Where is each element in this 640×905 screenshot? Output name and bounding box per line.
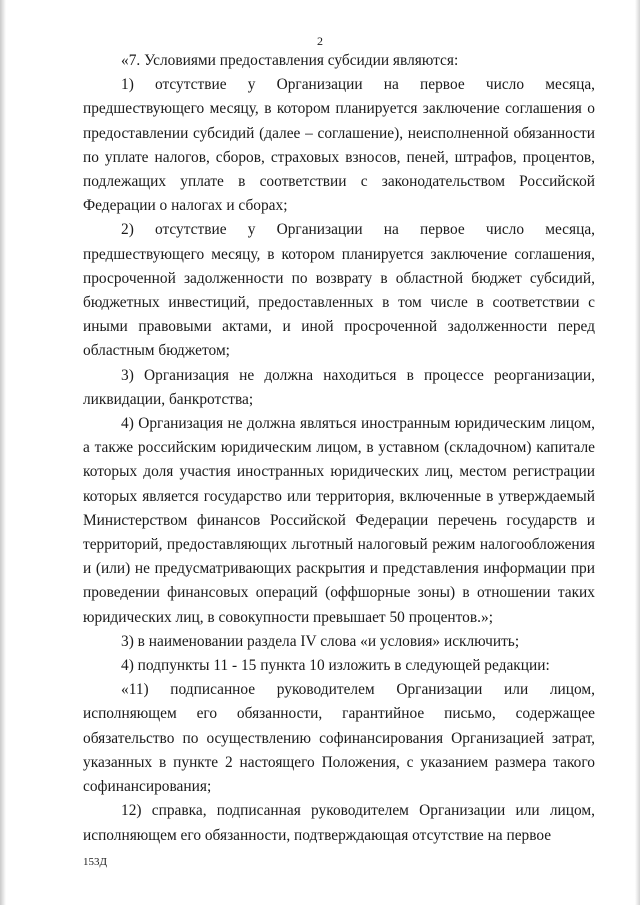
paragraph-subitem-2: 2) отсутствие у Организации на первое число месяца, предшествующего месяцу, в котором планируется заключение соглашения, просроченной задолженности по возврату в областной бюджет субсидий, бюджетных инвестиций, предоставленных в том числе в соответствии с иными правовыми актами, и иной просроченной задолженности перед областным бюджетом; [83,221,595,360]
page-number: 2 [317,34,323,48]
paragraph-subitem-11: «11) подписанное руководителем Организации или лицом, исполняющем его обязанности, гарантийное письмо, содержащее обязательство по осуществлению софинансирования Организацией затрат, указанных в пункте 2 настоящего Положения, с указанием размера такого софинансирования; [83,681,595,796]
paragraph-item-7-intro: «7. Условиями предоставления субсидии являются: [121,52,459,69]
paragraph-amendment-3: 3) в наименовании раздела IV слова «и условия» исключить; [121,632,520,650]
footer-document-code: 153Д [83,856,108,868]
paragraph-subitem-12: 12) справка, подписанная руководителем Организации или лицом, исполняющем его обязанности, подтверждающая отсутствие на первое [83,802,595,844]
document-body [83,49,595,848]
paragraph-subitem-3: 3) Организация не должна находиться в процессе реорганизации, ликвидации, банкротства; [83,366,595,408]
scan-edge-right [635,0,640,905]
scan-edge-left [0,0,6,905]
paragraph-subitem-1: 1) отсутствие у Организации на первое число месяца, предшествующего месяцу, в котором планируется заключение соглашения о предоставлении субсидий (далее – соглашение), неисполненной обязанности по уплате налогов, сборов, страховых взносов, пеней, штрафов, процентов, подлежащих уплате в соответствии с законодательством Российской Федерации о налогах и сборах; [83,76,595,215]
paragraph-subitem-4: 4) Организация не должна являться иностранным юридическим лицом, а также российским юридическим лицом, в уставном (складочном) капитале которых доля участия иностранных юридических лиц, местом регистрации которых является государство или территория, включенные в утверждаемый Министерством финансов Российской Федерации перечень государств и территорий, предоставляющих льготный налоговый режим налогообложения и (или) не предусматривающих раскрытия и представления информации при проведении финансовых операций (оффшорные зоны) в отношении таких юридических лиц, в совокупности превышает 50 процентов.»; [83,415,595,626]
paragraph-amendment-4: 4) подпункты 11 - 15 пункта 10 изложить в следующей редакции: [121,657,550,675]
